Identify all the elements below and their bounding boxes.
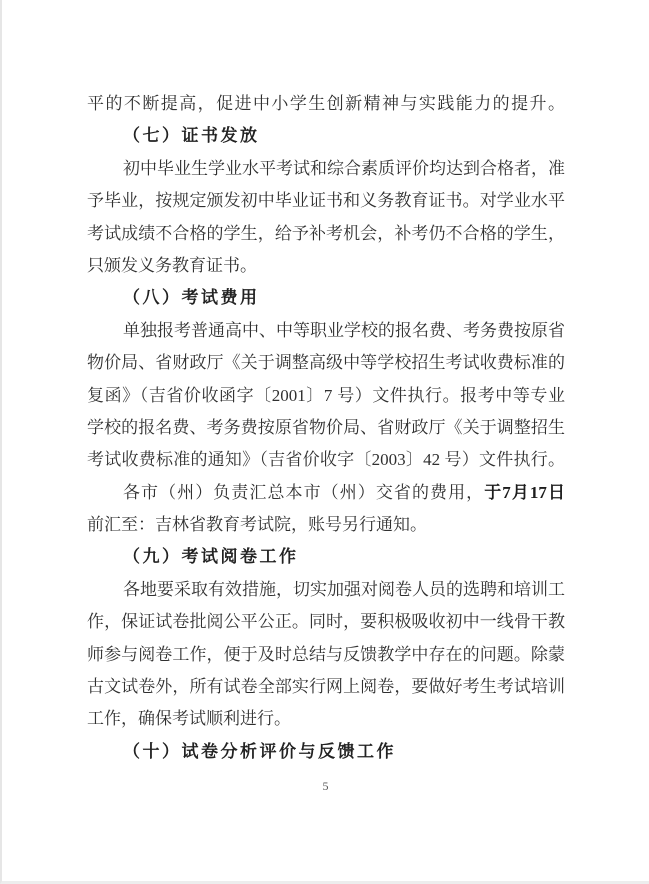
text-line: 物价局、省财政厅《关于调整高级中等学校招生考试收费标准的 xyxy=(87,353,565,373)
text-line: 单独报考普通高中、中等职业学校的报名费、考务费按原省 xyxy=(123,320,565,340)
section-heading-7: （七）证书发放 xyxy=(123,126,260,146)
text-line: 考试收费标准的通知》（吉省价收字〔2003〕42 号）文件执行。 xyxy=(87,450,565,470)
section-heading-8: （八）考试费用 xyxy=(123,288,260,308)
section-heading-10: （十）试卷分析评价与反馈工作 xyxy=(123,741,396,761)
text-line: 初中毕业生学业水平考试和综合素质评价均达到合格者，准 xyxy=(123,158,565,178)
text-line: 各地要采取有效措施，切实加强对阅卷人员的选聘和培训工 xyxy=(123,579,565,599)
text-line: 作，保证试卷批阅公平公正。同时，要积极吸收初中一线骨干教 xyxy=(87,612,565,632)
text-line-with-bold-date xyxy=(87,477,565,509)
text-line: 前汇至：吉林省教育考试院，账号另行通知。 xyxy=(87,515,427,535)
bold-date-segment: 于7月17日 xyxy=(484,482,565,502)
text-line: 工作，确保考试顺利进行。 xyxy=(87,709,291,729)
text-line: 学校的报名费、考务费按原省物价局、省财政厅《关于调整招生 xyxy=(87,417,565,437)
text-line: 考试成绩不合格的学生，给予补考机会，补考仍不合格的学生， xyxy=(87,223,565,243)
text-line: 予毕业，按规定颁发初中毕业证书和义务教育证书。对学业水平 xyxy=(87,191,565,211)
page-number: 5 xyxy=(322,779,330,793)
text-line: 师参与阅卷工作，便于及时总结与反馈教学中存在的问题。除蒙 xyxy=(87,644,565,664)
text-line: 古文试卷外，所有试卷全部实行网上阅卷，要做好考生考试培训 xyxy=(87,677,565,697)
text-line: 复函》（吉省价收函字〔2001〕7 号）文件执行。报考中等专业 xyxy=(87,385,565,405)
text-segment: 各市（州）负责汇总本市（州）交省的费用， xyxy=(123,482,485,502)
section-heading-9: （九）考试阅卷工作 xyxy=(123,547,299,567)
document-body xyxy=(87,88,565,768)
text-line: 只颁发义务教育证书。 xyxy=(87,255,257,275)
text-line: 平的不断提高，促进中小学生创新精神与实践能力的提升。 xyxy=(87,94,565,113)
